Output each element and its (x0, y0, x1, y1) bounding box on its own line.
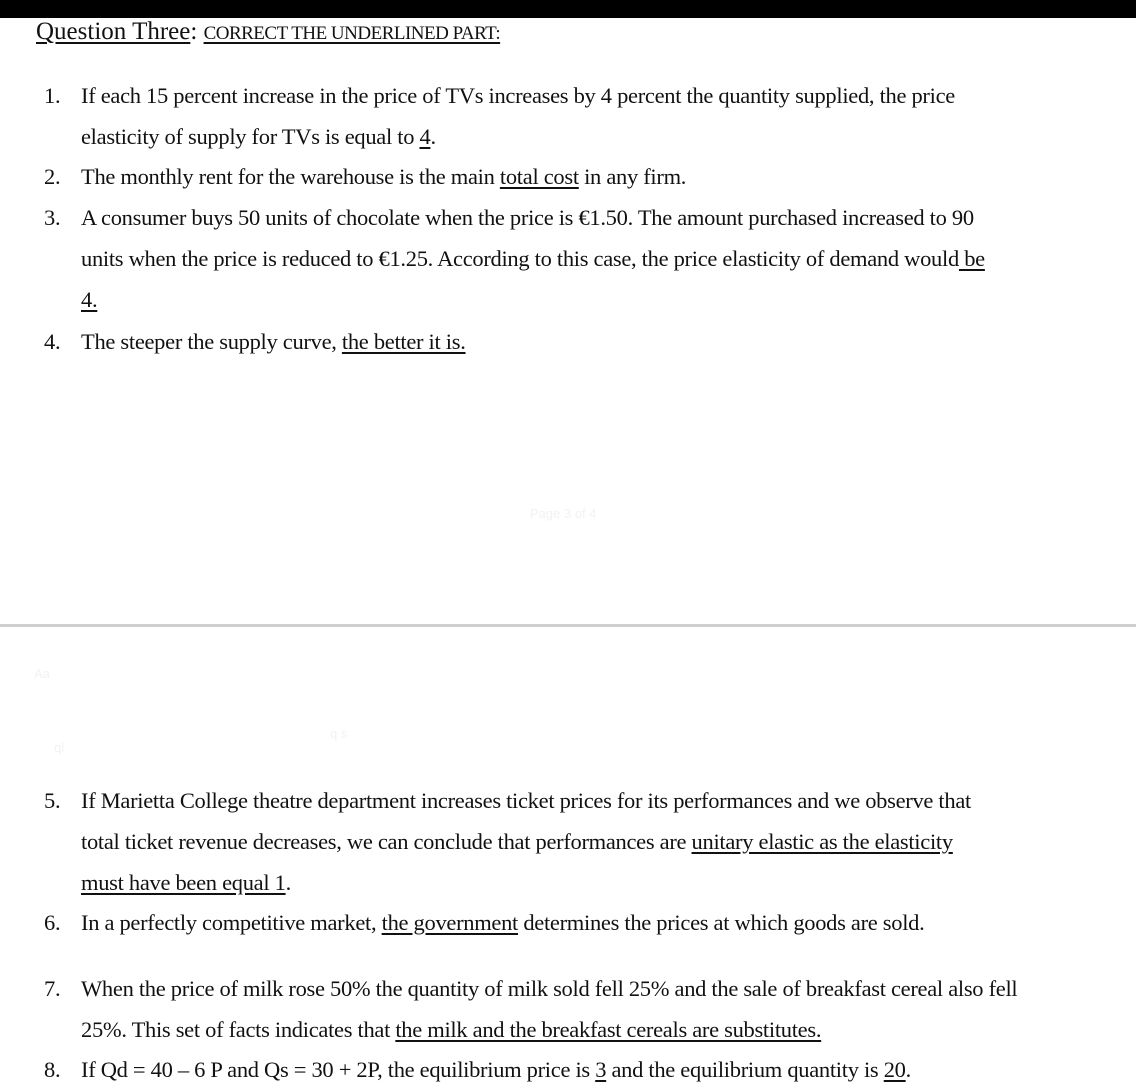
item-text (81, 902, 1121, 943)
text-run: . (905, 1057, 911, 1082)
text-run: determines the prices at which goods are sold. (518, 910, 925, 935)
item-text (81, 75, 1121, 157)
question-title: Question Three (36, 18, 191, 45)
bleed-through-text: Aa (34, 666, 50, 681)
underlined-part: 4 (419, 124, 431, 149)
text-run: and the equilibrium quantity is (606, 1057, 884, 1082)
text-run: If Qd = 40 – 6 P and Qs = 30 + 2P, the equilibrium price is (81, 1057, 596, 1082)
item-text (81, 156, 1121, 197)
item-text (81, 968, 1121, 1050)
item-number: 1. (44, 83, 61, 108)
underlined-part: total cost (499, 164, 579, 189)
question-heading (36, 18, 500, 46)
question-instruction: CORRECT THE UNDERLINED PART: (203, 23, 501, 44)
item-text (81, 1049, 1121, 1090)
text-run: units when the price is reduced to €1.25. According to this case, the price elasticity of demand would (81, 246, 959, 271)
text-run: The monthly rent for the warehouse is the main (81, 164, 500, 189)
text-run: elasticity of supply for TVs is equal to (81, 124, 420, 149)
underlined-part: 20 (883, 1057, 906, 1082)
item-line (81, 862, 1121, 903)
underlined-part: 3 (595, 1057, 607, 1082)
bleed-through-text: ql (54, 740, 65, 755)
text-run: in any firm. (578, 164, 687, 189)
item-line: When the price of milk rose 50% the quantity of milk sold fell 25% and the sale of breakfast cereal also fell (81, 976, 1018, 1001)
underlined-part: the better it is. (341, 329, 466, 354)
text-run: total ticket revenue decreases, we can conclude that performances are (81, 829, 692, 854)
page-footer-faint: Page 3 of 4 (530, 506, 597, 521)
item-line (81, 116, 1121, 157)
item-number: 6. (44, 910, 61, 935)
underlined-part: must have been equal 1 (81, 870, 286, 895)
text-run: In a perfectly competitive market, (81, 910, 382, 935)
text-run: 25%. This set of facts indicates that (81, 1017, 396, 1042)
text-run: . (430, 124, 436, 149)
page-divider (0, 624, 1136, 627)
item-line: If each 15 percent increase in the price of TVs increases by 4 percent the quantity supplied, the price (81, 83, 955, 108)
item-text (81, 321, 1121, 362)
underlined-part: the milk and the breakfast cereals are substitutes. (395, 1017, 822, 1042)
item-line: If Marietta College theatre department increases ticket prices for its performances and we observe that (81, 788, 971, 813)
underlined-part: unitary elastic as the elasticity (691, 829, 953, 854)
item-number: 5. (44, 788, 61, 813)
top-black-bar (0, 0, 1136, 18)
underlined-part: be (958, 246, 985, 271)
item-line (81, 821, 1121, 862)
text-run: . (285, 870, 291, 895)
item-line (81, 279, 1121, 320)
item-number: 4. (44, 329, 61, 354)
item-line (81, 238, 1121, 279)
item-number: 7. (44, 976, 61, 1001)
text-run: The steeper the supply curve, (81, 329, 342, 354)
item-number: 2. (44, 164, 61, 189)
item-line: A consumer buys 50 units of chocolate when the price is €1.50. The amount purchased increased to 90 (81, 205, 974, 230)
item-number: 8. (44, 1057, 61, 1082)
bleed-through-text: q s (330, 726, 348, 741)
item-text (81, 197, 1121, 320)
item-text (81, 780, 1121, 903)
underlined-part: 4. (81, 287, 98, 312)
heading-colon: : (190, 18, 198, 45)
item-number: 3. (44, 205, 61, 230)
item-line (81, 1009, 1121, 1050)
underlined-part: the government (381, 910, 519, 935)
